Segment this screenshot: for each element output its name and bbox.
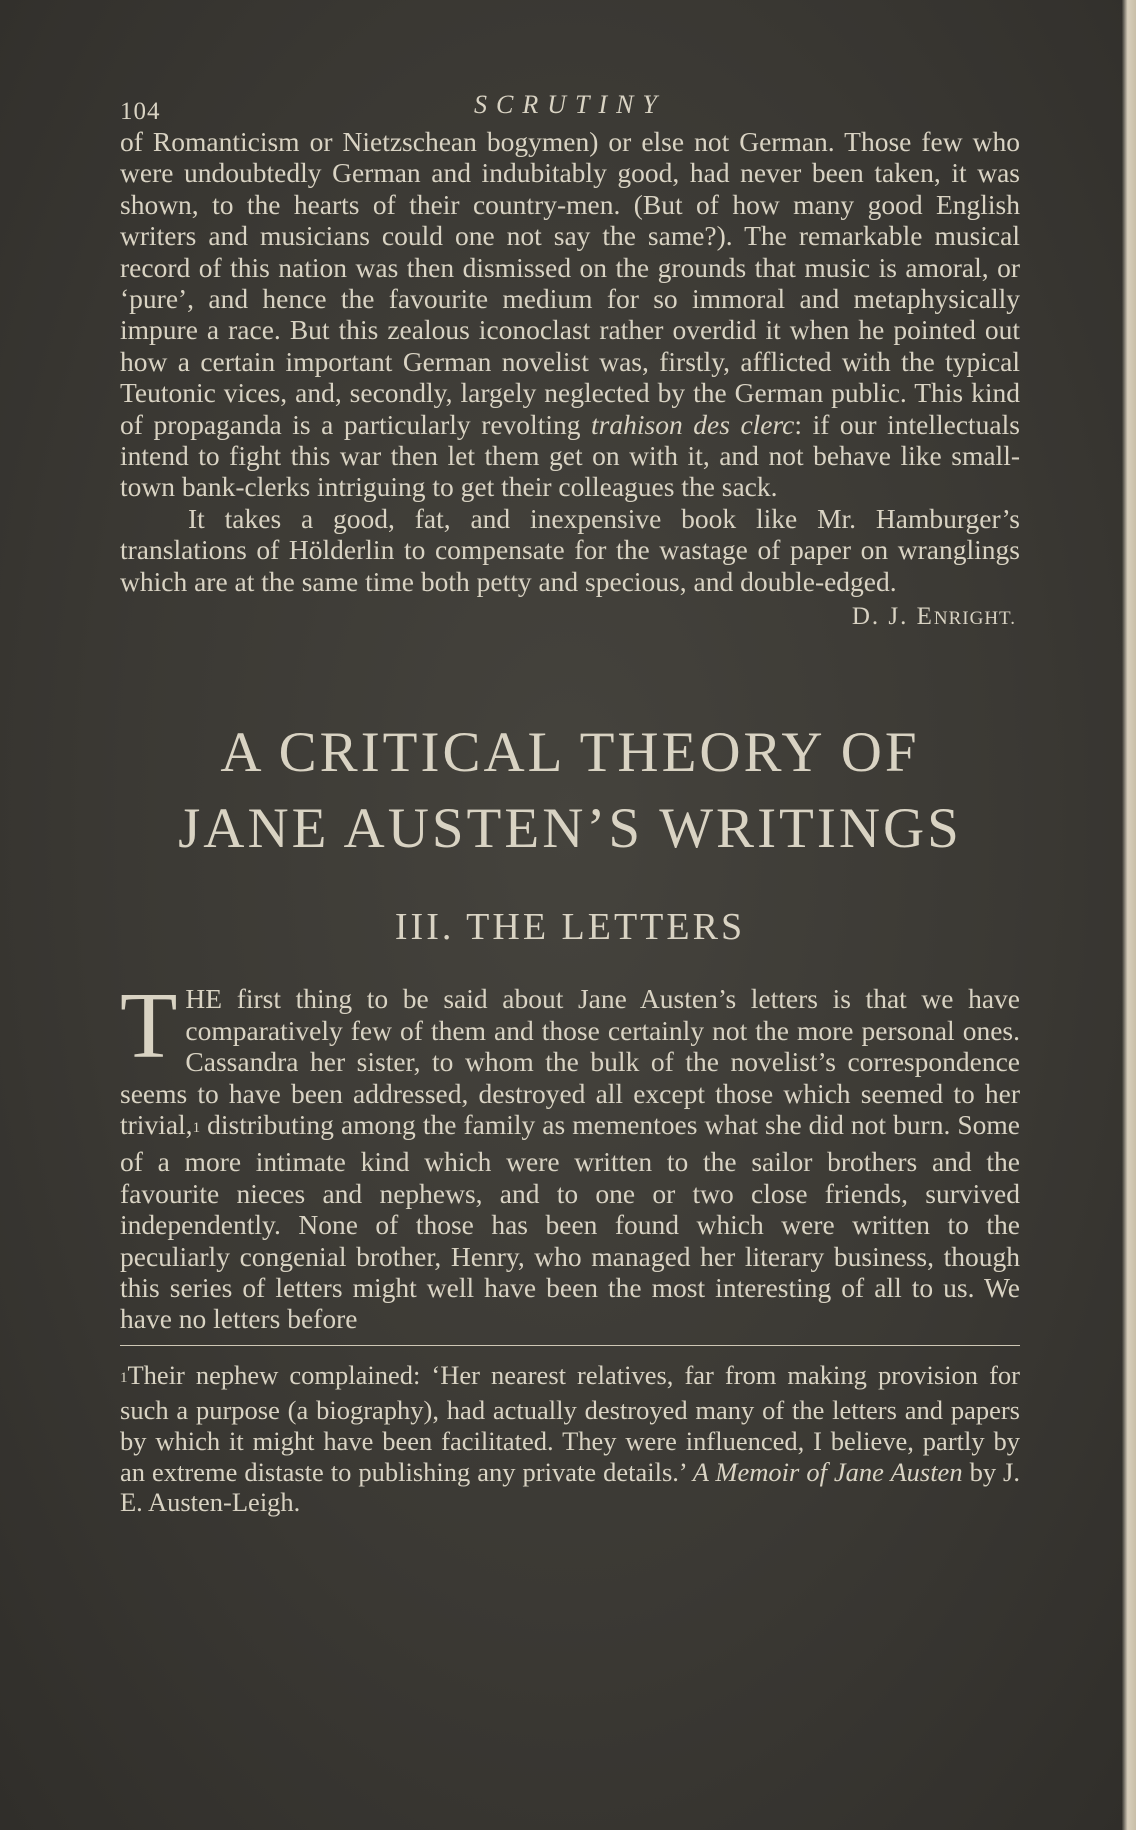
footnote (120, 1360, 1020, 1518)
footnote-reference: 1 (192, 1119, 201, 1136)
signature-surname: NRIGHT. (933, 608, 1016, 630)
article-body (120, 974, 1020, 1335)
paragraph-text: distributing among the family as mementoes what she did not burn. Some of a more intimate kind which were written to the sailor brothers and the favourite nieces and nephews, and to one or two close friends, survived independently. None of those has been found which were written to the peculiarly congenial brother, Henry, who managed her literary business, though this series of letters might well have been the most interesting of all to us. We have no letters before (120, 1108, 1020, 1335)
footnote-source-title: A Memoir of Jane Austen (692, 1456, 963, 1487)
page-number: 104 (120, 98, 161, 125)
title-line: A CRITICAL THEORY OF (220, 721, 920, 785)
previous-article-paragraph: It takes a good, fat, and inexpensive book like Mr. Hamburger’s translations of Hölderlin to compensate for the wastage of paper on wranglings which are at the same time both petty and specious, and double-edged. (120, 502, 1020, 597)
previous-article-paragraph (120, 126, 1020, 503)
footnote-text: Their nephew complained: ‘Her nearest relatives, far from making provision for such a purpose (a biography), had actually destroyed many of the letters and papers by which it might have been facilitated. They were influenced, I believe, partly by an extreme distaste to publishing any private details.’ (120, 1359, 1020, 1487)
title-line: JANE AUSTEN’S WRITINGS (178, 797, 962, 861)
footnote-source-author: by J. E. Austen-Leigh. (120, 1456, 1020, 1518)
book-page (120, 80, 1020, 1518)
journal-name: SCRUTINY (474, 90, 666, 119)
page-edge (1122, 0, 1136, 1830)
signature-initials: D. J. E (851, 603, 934, 631)
paragraph-text: : if our intellectuals intend to fight this war then let them get on with it, and not behave like small-town bank-clerks intriguing to get their colleagues the sack. (120, 408, 1020, 503)
footnote-paragraph (120, 1360, 1020, 1518)
paragraph-text: HE first thing to be said about Jane Austen’s letters is that we have comparatively few of them and those certainly not the more personal ones. Cassandra her sister, to whom the bulk of the novelist’s correspondence seems to have been addressed, destroyed all except those which seemed to her trivial, (120, 983, 1020, 1140)
italic-phrase: trahison des clerc (591, 408, 795, 440)
previous-article-ending (120, 126, 1020, 631)
article-title (120, 715, 1020, 867)
footnote-rule (120, 1345, 1020, 1346)
author-signature (120, 603, 1020, 631)
article-paragraph (120, 974, 1020, 1335)
article-subtitle: III. THE LETTERS (394, 906, 746, 949)
paragraph-text: of Romanticism or Nietzschean bogymen) or else not German. Those few who were undoubtedly German and indubitably good, had never been taken, it was shown, to the hearts of their country-men. (But of how many good English writers and musicians could one not say the same?). The remarkable musical record of this nation was then dismissed on the grounds that music is amoral, or ‘pure’, and hence the favourite medium for so immoral and metaphysically impure a race. But this zealous iconoclast rather overdid it when he pointed out how a certain important German novelist was, firstly, afflicted with the typical Teutonic vices, and, secondly, largely neglected by the German public. This kind of propaganda is a particularly revolting (120, 126, 1020, 440)
running-head (120, 80, 1020, 126)
footnote-marker: 1 (120, 1369, 128, 1386)
drop-cap: T (120, 974, 178, 1079)
